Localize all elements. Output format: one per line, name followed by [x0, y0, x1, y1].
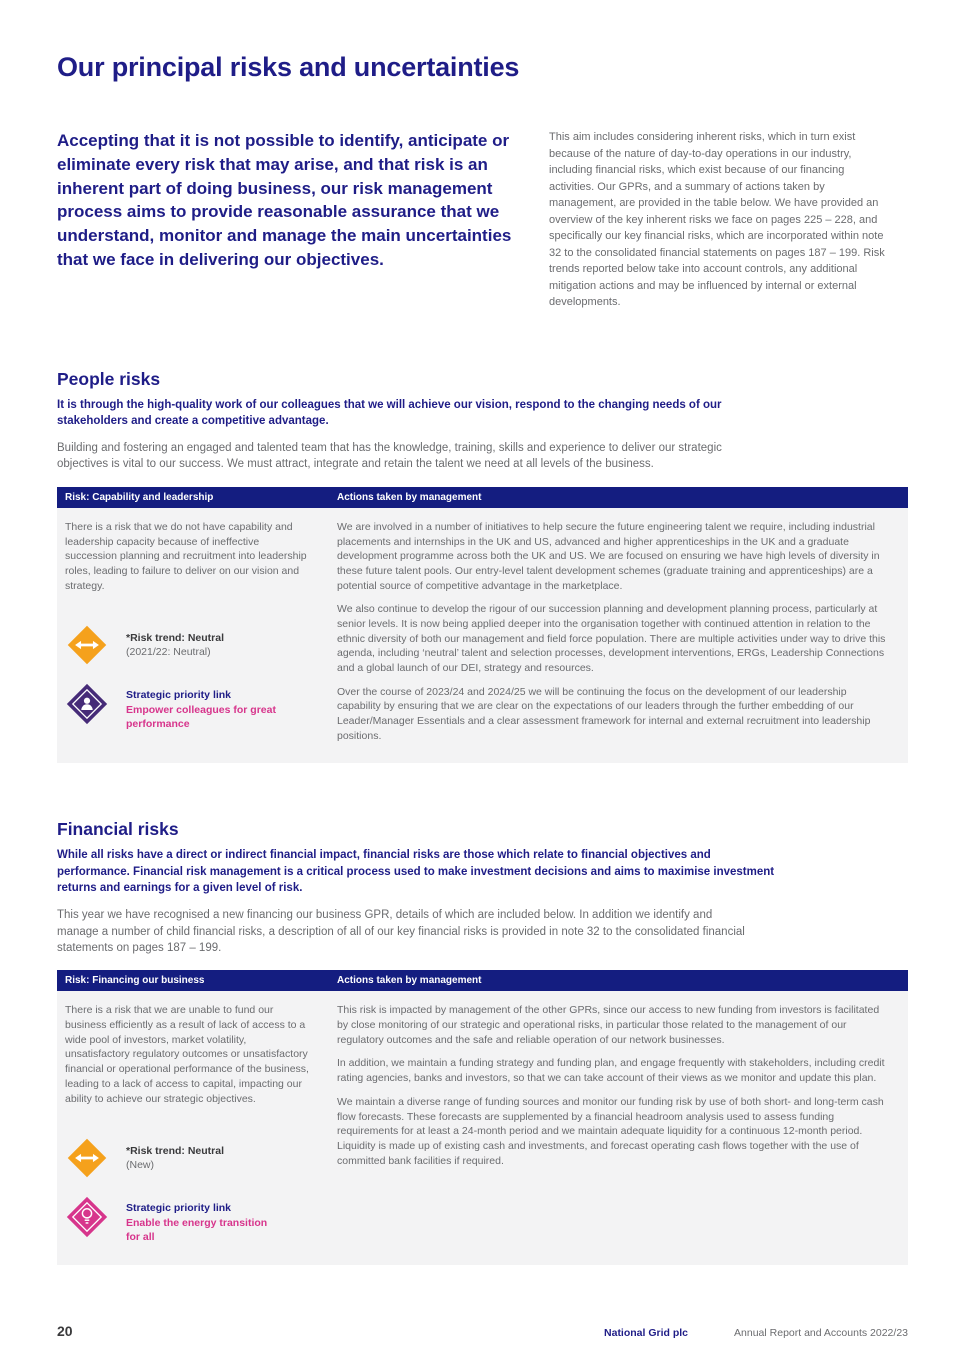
intro-statement: Accepting that it is not possible to identify, anticipate or eliminate every risk that may arise, and that risk is an inherent part of doing business, our risk management process aims to provide reasonable assurance that we understand, monitor and manage the main uncertainties that we face in delivering our objectives. [57, 131, 512, 269]
section-body-people: Building and fostering an engaged and talented team that has the knowledge, training, skills and experience to deliver our strategic objectives is vital to our success. We must attract, integrate and retain the talent we need at all levels of the business. [57, 442, 722, 471]
risk-trend-label: *Risk trend: Neutral [126, 632, 225, 645]
risk-table-body [57, 508, 908, 764]
action-paragraph: We maintain a diverse range of funding sources and monitor our funding risk by use of both short- and long-term cash flow forecasts. These forecasts are supplemented by a financial headroom analysis used to assess funding requirements for at least a 24-month period and we maintain adequate liquidity for a continuous 12-month period. Liquidity is made up of existing cash and investments, and forecast operating cash flows together with the use of committed bank facilities if required. [337, 1095, 884, 1167]
strategic-priority-energy-icon [65, 1195, 109, 1239]
strategic-priority-label: Strategic priority link [126, 1202, 232, 1215]
section-heading-people: People risks [57, 368, 161, 389]
section-people-risks [57, 369, 908, 764]
risk-column [57, 508, 337, 764]
risk-table-header [57, 487, 908, 508]
risk-trend-text [126, 1136, 224, 1171]
risk-trend-previous: (New) [126, 1159, 154, 1172]
strategic-priority-label: Strategic priority link [126, 689, 232, 702]
section-financial-risks [57, 819, 908, 1264]
intro-block [57, 129, 908, 311]
footer-right [604, 1327, 908, 1339]
footer-report-title: Annual Report and Accounts 2022/23 [734, 1327, 908, 1339]
strategic-priority-people-icon [65, 682, 109, 726]
actions-column [337, 991, 908, 1264]
risk-trend-row [65, 1136, 311, 1180]
section-body-financial: This year we have recognised a new financing our business GPR, details of which are included below. In addition we identify and manage a number of child financial risks, a description of all of our key financial risks is provided in note 32 to the consolidated financial statements on pages 187 – 199. [57, 909, 745, 955]
risk-column [57, 991, 337, 1264]
risk-trend-neutral-icon [65, 1136, 109, 1180]
section-lead-people: It is through the high-quality work of our colleagues that we will achieve our vision, respond to the changing needs of our stakeholders and create a competitive advantage. [57, 398, 722, 427]
strategic-priority-link: Empower colleagues for great performance [126, 704, 276, 731]
action-paragraph: We also continue to develop the rigour of our succession planning and development planning process, particularly at senior levels. It is now being applied deeper into the organisation together with continued attention in relation to the ethnic diversity of both our management and field force population. There are multiple activities under way to drive this agenda, including ‘neutral’ talent and selection processes, development interventions, ERGs, Leadership Connections and a global launch of our DEI, strategy and resources. [337, 603, 886, 674]
risk-trend-previous: (2021/22: Neutral) [126, 646, 211, 659]
risk-table-header [57, 970, 908, 991]
strategic-priority-row [65, 1195, 311, 1244]
section-heading-financial: Financial risks [57, 819, 179, 840]
action-paragraph: In addition, we maintain a funding strategy and funding plan, and engage frequently with stakeholders, including credit rating agencies, banks and investors, so that we can take account of their views as we monitor and update this plan. [337, 1057, 885, 1085]
risk-trend-label: *Risk trend: Neutral [126, 1145, 225, 1158]
actions-column-header: Actions taken by management [337, 491, 482, 503]
risk-table-financial [57, 970, 908, 1264]
risk-table-people [57, 487, 908, 764]
strategic-priority-row [65, 682, 311, 731]
risk-column-header: Risk: Capability and leadership [65, 491, 214, 503]
risk-trend-text [126, 623, 224, 658]
action-paragraph: Over the course of 2023/24 and 2024/25 we will be continuing the focus on the development of our leadership capability by ensuring that we are clear on the expectations of our leaders through the further embedding of our Leader/Manager Essentials and a clear assessment framework for internal and external recruitment into leadership positions. [337, 685, 871, 742]
intro-detail: This aim includes considering inherent risks, which in turn exist because of the nature of day-to-day operations in our industry, including financial risks, which exist because of our financing activities. Our GPRs, and a summary of actions taken by management, are provided in the table below. We have provided an overview of the key inherent risks we face on pages 225 – 228, and specifically our key financial risks, which are incorporated within note 32 to the consolidated financial statements on pages 187 – 199. Risk trends reported below take into account controls, any additional mitigation actions and may be influenced by internal or external developments. [549, 131, 885, 308]
page-footer [57, 1323, 908, 1339]
page-number: 20 [57, 1323, 73, 1339]
action-paragraph: We are involved in a number of initiatives to help secure the future engineering talent we require, including industrial placements and internships in the UK and US, advanced and higher apprenticeships in the UK and a graduate development programme across both the UK and US. We are focused on ensuring we have high levels of diversity in these future talent pools. Our entry-level talent development schemes (graduate training and apprenticeships) are a potential source of competitive advantage in the marketplace. [337, 520, 880, 592]
risk-description: There is a risk that we are unable to fund our business efficiently as a result of lack of access to a wide pool of investors, market volatility, unsatisfactory regulatory outcomes or unsatisfactory financial or operational performance of the business, leading to a lack of access to capital, impacting our ability to achieve our strategic objectives. [65, 1004, 309, 1105]
risk-column-header: Risk: Financing our business [65, 975, 205, 987]
risk-table-body [57, 991, 908, 1264]
page-title: Our principal risks and uncertainties [57, 52, 520, 82]
strategic-priority-text [126, 1195, 276, 1244]
risk-trend-neutral-icon [65, 623, 109, 667]
risk-description: There is a risk that we do not have capability and leadership capacity because of ineffective succession planning and recruitment into leadership roles, leading to failure to deliver on our vision and strategy. [65, 520, 307, 592]
section-lead-financial: While all risks have a direct or indirect financial impact, financial risks are those which relate to financial objectives and performance. Financial risk management is a critical process used to make investment decisions and aims to maximise investment returns and earnings for a given level of risk. [57, 849, 775, 895]
actions-column [337, 508, 908, 764]
strategic-priority-text [126, 682, 276, 731]
footer-company: National Grid plc [604, 1327, 689, 1339]
risk-trend-row [65, 623, 311, 667]
action-paragraph: This risk is impacted by management of the other GPRs, since our access to new funding from investors is facilitated by close monitoring of our strategic and operational risks, in particular those related to the management of our regulatory outcomes and the safe and reliable operation of our network businesses. [337, 1004, 880, 1046]
actions-column-header: Actions taken by management [337, 975, 482, 987]
strategic-priority-link: Enable the energy transition for all [126, 1217, 268, 1244]
